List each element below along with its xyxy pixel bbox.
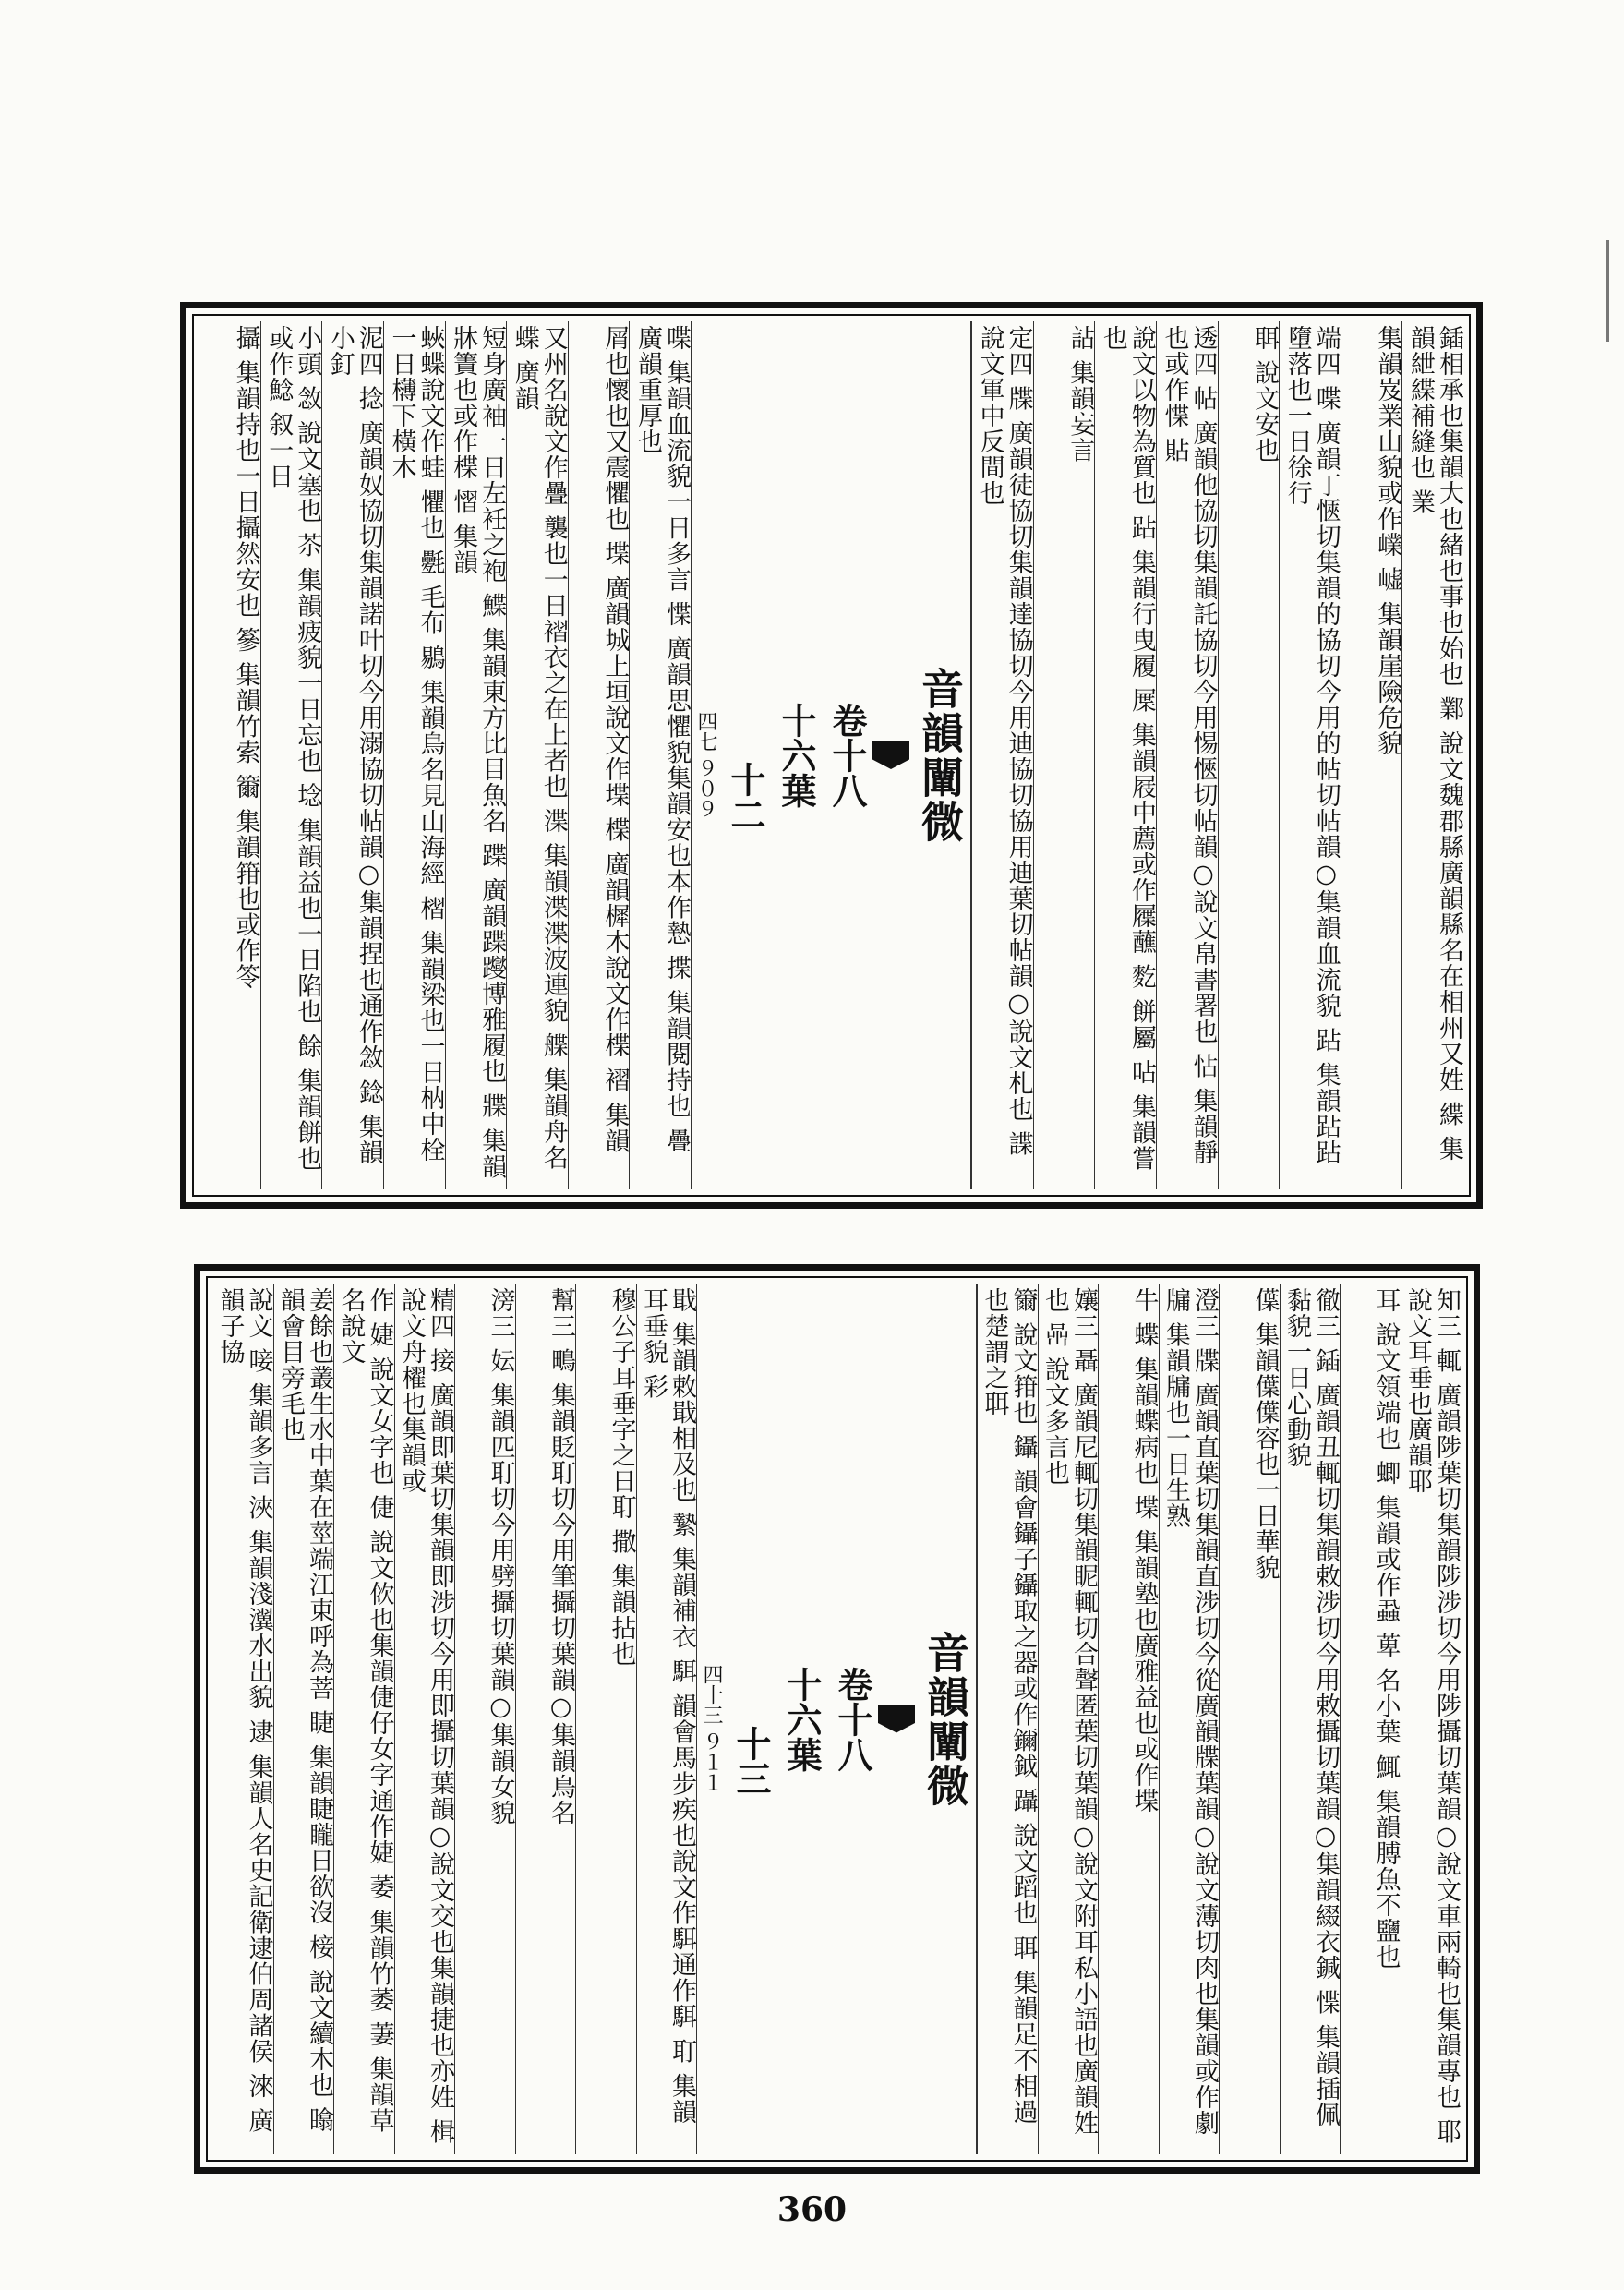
text-column: 喋 集韻血流貌一日多言 惵 廣韻思懼貌集韻安也本作慹 揲 集韻閱持也 疊 廣韻重厚也	[629, 321, 691, 1189]
text-column: 透四 帖 廣韻他協切集韻託協切今用惕愜切帖韻○說文帛書署也 怗 集韻靜也或作惵 貼	[1156, 321, 1218, 1189]
section-label: 十六葉	[781, 1666, 823, 1772]
book-title: 音韻闡微	[920, 1630, 970, 1808]
text-column: 端四 喋 廣韻丁愜切集韻的協切今用的帖切帖韻○集韻血流貌 跕 集韻跕跕墮落也一日徐行	[1279, 321, 1341, 1189]
text-column: 穆公子耳垂字之日耵 撒 集韻拈也	[575, 1284, 636, 2154]
text-column: 屑也懷也又震懼也 堞 廣韻城上垣說文作堞 楪 廣韻樨木說文作楪 褶 集韻	[568, 321, 630, 1189]
text-column: 定四 牒 廣韻徒協切集韻達協切今用迪協切協用迪葉切帖韻○說文札也 諜 說文軍中反間也	[971, 321, 1033, 1189]
text-column: 孃三 聶 廣韻尼輒切集韻眤輒切合聲匿葉切葉韻○說文附耳私小語也廣韻姓也 喦 說文多言也	[1038, 1284, 1099, 2154]
text-column: 澄三 牒 廣韻直葉切集韻直涉切今從廣韻牒葉韻○說文薄切肉也集韻或作劇 牖 集韻牖也一日生熟	[1159, 1284, 1220, 2154]
text-column: 徹三 鍤 廣韻丑輒切集韻敕涉切今用敕攝切葉韻○集韻綴衣鍼 惵 集韻插佩黏貌一日心動貌	[1280, 1284, 1341, 2154]
text-column: 姜餘也叢生水中葉在莖端江東呼為菩 睫 集韻睫矓日欲沒 椄 說文續木也 䁯 韻會目旁毛也	[273, 1284, 334, 2154]
volume-label: 卷十八	[832, 1666, 873, 1772]
text-column: 小頭 敜 說文塞也 苶 集韻疲貌一日忘也 埝 集韻益也一日陷也 餘 集韻餅也或作鯰 叙一日	[260, 321, 322, 1189]
bottom-page-columns	[213, 1284, 1461, 2154]
volume-label: 卷十八	[826, 703, 868, 808]
marginal-note: 四七 ９０９	[694, 710, 717, 819]
folio-number: 十二	[725, 762, 766, 832]
text-column: 戢 集韻敕戢相及也 縶 集韻補衣 駬 韻會馬步疾也說文作駬通作駬 耵 集韻耳垂貌 彩	[636, 1284, 697, 2154]
text-column: 幫三 鴫 集韻貶耵切今用筆攝切葉韻○集韻鳥名	[515, 1284, 576, 2154]
fish-tail-icon	[872, 741, 909, 769]
margin-mark	[1606, 240, 1609, 342]
text-column: 滂三 妘 集韻匹耵切今用劈攝切葉韻○集韻女貌	[454, 1284, 515, 2154]
text-column: 牛 蝶 集韻蝶病也 堞 集韻塾也廣雅益也或作堞	[1098, 1284, 1159, 2154]
text-column: 精四 接 廣韻即葉切集韻即涉切今用即攝切葉韻○說文交也集韻捷也亦姓 楫 說文舟櫂也集韻或	[394, 1284, 455, 2154]
page-center-heading	[691, 321, 971, 1189]
text-column: 攝 集韻持也一日攝然安也 篸 集韻竹索 籋 集韻箝也或作笭	[231, 325, 260, 990]
text-column: 詀 集韻妄言	[1033, 321, 1095, 1189]
text-column: 泥四 捻 廣韻奴協切集韻諾叶切今用溺協切帖韻○集韻捏也通作敜 錜 集韻小釘	[321, 321, 383, 1189]
text-column: 蛺蝶說文作蛙 懼也 氎 毛布 鶍 集韻鳥名見山海經 槢 集韻梁也一日枘中栓一日欂下橫木	[383, 321, 445, 1189]
section-label: 十六葉	[776, 703, 817, 808]
folio-number: 十三	[730, 1725, 772, 1796]
fish-tail-icon	[878, 1705, 915, 1733]
text-column: 短身廣袖一日左衽之袍 鰈 集韻東方比目魚名 蹀 廣韻蹀躞博雅履也 牃 集韻牀簀也或作楪 慴 集韻	[445, 321, 507, 1189]
text-column: 耳 說文領端也 蝍 集韻或作蝨 萆 名小葉 鮿 集韻膊魚不鹽也	[1340, 1284, 1401, 2154]
text-column: 說文 唼 集韻多言 浹 集韻淺瀷水出貌 逮 集韻人名史記衛逮伯周諸侯 淶 廣韻子協	[215, 1287, 273, 2134]
text-column: 鍤相承也集韻大也緒也事也始也 鄴 說文魏郡縣廣韻縣名在相州又姓 緤 集韻紲緤補縫也 業	[1401, 321, 1463, 1189]
book-title: 音韻闡微	[915, 667, 965, 844]
bottom-page-frame	[194, 1264, 1480, 2174]
text-column: 知三 輒 廣韻陟葉切集韻陟涉切今用陟攝切葉韻○說文車兩輢也集韻專也 耶 說文耳垂也廣韻耶	[1401, 1284, 1462, 2154]
top-page-frame	[180, 302, 1483, 1209]
text-column: 作 婕 說文女字也 倢 說文佽也集韻倢仔女字通作婕 萎 集韻竹萎 萋 集韻草名說文	[333, 1284, 394, 2154]
top-page-columns	[199, 321, 1463, 1189]
text-column: 僷 集韻僷僷容也一日華貌	[1219, 1284, 1280, 2154]
page-center-heading	[696, 1284, 977, 2154]
text-column: 聑 說文安也	[1218, 321, 1280, 1189]
marginal-note: 四十三 ９１１	[700, 1664, 723, 1792]
text-column: 說文以物為質也 跕 集韻行曳履 屟 集韻屐中薦或作屧蘸 麧 餅屬 呫 集韻嘗也	[1094, 321, 1156, 1189]
text-column: 集韻岌業山貌或作嶫 㠊 集韻崖險危貌	[1341, 321, 1402, 1189]
text-column: 又州名說文作疊 襲也一日褶衣之在上者也 渫 集韻渫渫波連貌 艓 集韻舟名 蝶 廣韻	[506, 321, 568, 1189]
page-number: 360	[776, 2190, 848, 2229]
text-column: 籋 說文箝也 鑷 韻會鑷子鑷取之器或作鑈鉞 躡 說文蹈也 聑 集韻足不相過也楚謂之聑	[977, 1284, 1038, 2154]
